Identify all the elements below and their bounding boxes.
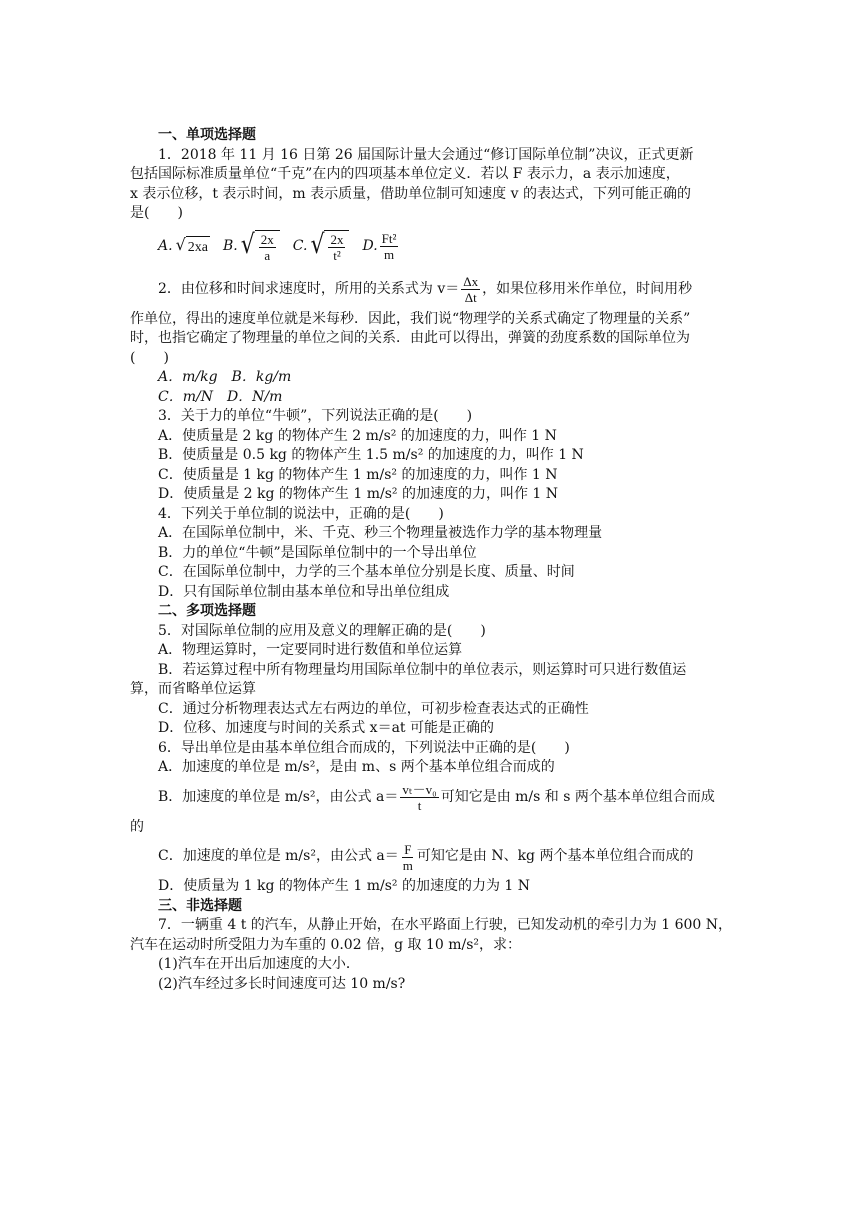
question-4-option-c: C．在国际单位制中，力学的三个基本单位分别是长度、质量、时间 xyxy=(158,564,575,580)
sqrt-expression: √ $\frac{2x}{\text{t²}}$ xyxy=(310,230,349,263)
question-2-options-ab: A．m/kg B．kg/m xyxy=(158,369,292,385)
option-c-numerator: 2x xyxy=(330,232,344,247)
question-1-options xyxy=(130,224,730,270)
option-b-numerator: 2x xyxy=(260,232,274,247)
question-6-option-c xyxy=(130,837,730,877)
fraction-expression xyxy=(401,842,415,873)
option-d-label: D. xyxy=(362,237,378,254)
option-b-denominator: a xyxy=(264,248,271,263)
question-6-option-b xyxy=(130,778,730,818)
question-7-line: 7．一辆重 4 t 的汽车，从静止开始，在水平路面上行驶，已知发动机的牵引力为 1 600 N， xyxy=(158,917,733,933)
question-1-line: 包括国际标准质量单位“千克”在内的四项基本单位定义．若以 F 表示力，a 表示加速度， xyxy=(130,166,680,182)
question-1 xyxy=(130,146,730,270)
question-3-option-b: B．使质量是 0.5 kg 的物体产生 1.5 m/s² 的加速度的力，叫作 1 N xyxy=(158,447,584,463)
question-5-option-b-continued: 算，而省略单位运算 xyxy=(130,681,256,697)
question-6-stem: 6．导出单位是由基本单位组合而成的，下列说法中正确的是( ) xyxy=(158,739,570,756)
question-4-option-d: D．只有国际单位制由基本单位和导出单位组成 xyxy=(158,583,450,600)
exercise-content xyxy=(130,126,733,994)
question-2-line: ( ) xyxy=(130,349,169,366)
question-2-line xyxy=(130,270,730,310)
question-4-stem: 4．下列关于单位制的说法中，正确的是( ) xyxy=(158,505,444,522)
option-d-denominator: m xyxy=(383,247,395,262)
fraction-numerator: vₜ－v₀ xyxy=(402,782,437,797)
option-d-numerator: Ft² xyxy=(381,231,397,246)
fraction-denominator: m xyxy=(402,857,413,873)
fraction-denominator: Δt xyxy=(464,290,477,305)
question-3-option-d: D．使质量是 2 kg 的物体产生 1 m/s² 的加速度的力，叫作 1 N xyxy=(158,486,559,502)
fraction-expression xyxy=(400,782,438,813)
option-c-label: C. xyxy=(292,237,308,254)
question-6-option-b-continued: 的 xyxy=(130,818,144,835)
option-c-text: C．加速度的单位是 m/s²，由公式 a＝ xyxy=(158,848,399,865)
fraction-numerator: Δx xyxy=(463,274,479,289)
question-5-stem: 5．对国际单位制的应用及意义的理解正确的是( ) xyxy=(158,622,486,639)
question-5-option-c: C．通过分析物理表达式左右两边的单位，可初步检查表达式的正确性 xyxy=(158,700,589,717)
question-3-option-a: A．使质量是 2 kg 的物体产生 2 m/s² 的加速度的力，叫作 1 N xyxy=(158,427,557,444)
option-c-text: 可知它是由 N、kg 两个基本单位组合而成的 xyxy=(416,848,694,865)
question-7-line: 汽车在运动时所受阻力为车重的 0.02 倍，g 取 10 m/s²，求： xyxy=(130,936,521,953)
question-5-option-d: D．位移、加速度与时间的关系式 x＝at 可能是正确的 xyxy=(158,720,494,736)
fraction-numerator: F xyxy=(404,841,412,857)
question-7-part-1: (1)汽车在开出后加速度的大小． xyxy=(158,956,360,972)
question-6-option-a: A．加速度的单位是 m/s²，是由 m、s 两个基本单位组合而成的 xyxy=(158,759,555,775)
sqrt-expression: √ $\frac{2x}{a}$ xyxy=(241,230,280,263)
question-5-option-a: A．物理运算时，一定要同时进行数值和单位运算 xyxy=(158,642,463,658)
section-heading-non-choice: 三、非选择题 xyxy=(158,897,242,914)
option-b-text: B．加速度的单位是 m/s²，由公式 a＝ xyxy=(158,788,399,805)
question-3-option-c: C．使质量是 1 kg 的物体产生 1 m/s² 的加速度的力，叫作 1 N xyxy=(158,466,558,483)
option-c-denominator: t² xyxy=(333,248,341,263)
option-b-label: B. xyxy=(222,237,238,254)
question-4-option-a: A．在国际单位制中，米、千克、秒三个物理量被选作力学的基本物理量 xyxy=(158,525,603,541)
question-6 xyxy=(130,739,730,897)
question-2-options-cd: C．m/N D．N/m xyxy=(158,388,283,405)
fraction-expression xyxy=(461,274,480,305)
question-6-option-d: D．使质量为 1 kg 的物体产生 1 m/s² 的加速度的力为 1 N xyxy=(158,878,531,894)
question-5 xyxy=(130,622,730,739)
section-heading-multiple-choice: 二、多项选择题 xyxy=(158,603,256,619)
question-3-stem: 3．关于力的单位“牛顿”，下列说法正确的是( ) xyxy=(158,408,473,424)
question-4-option-b: B．力的单位“牛顿”是国际单位制中的一个导出单位 xyxy=(158,544,477,561)
option-a-expression: 2xa xyxy=(186,236,210,258)
question-1-line: 是( ) xyxy=(130,205,183,221)
sqrt-expression: √ 2xa xyxy=(176,236,210,258)
fraction-denominator: t xyxy=(417,798,422,813)
question-2-line: 时，也指它确定了物理量的单位之间的关系．由此可以得出，弹簧的劲度系数的国际单位为 xyxy=(130,330,690,346)
option-b-text: 可知它是由 m/s 和 s 两个基本单位组合而成 xyxy=(440,788,715,805)
question-5-option-b: B．若运算过程中所有物理量均用国际单位制中的单位表示，则运算时可只进行数值运 xyxy=(158,661,687,678)
question-2-text: ，如果位移用米作单位，时间用秒 xyxy=(482,280,693,297)
question-2 xyxy=(130,270,730,408)
question-7-part-2: (2)汽车经过多长时间速度可达 10 m/s? xyxy=(158,975,406,992)
section-heading-single-choice: 一、单项选择题 xyxy=(158,127,256,143)
fraction-expression xyxy=(380,231,399,262)
question-2-line: 作单位，得出的速度单位就是米每秒．因此，我们说“物理学的关系式确定了物理量的关系” xyxy=(130,310,691,327)
question-7 xyxy=(130,916,733,994)
option-a-label: A. xyxy=(158,237,173,254)
question-2-text: 2．由位移和时间求速度时，所用的关系式为 v＝ xyxy=(158,280,460,297)
question-1-line: 1．2018 年 11 月 16 日第 26 届国际计量大会通过“修订国际单位制”决议，正式更新 xyxy=(158,146,694,163)
question-4 xyxy=(130,505,730,603)
question-3 xyxy=(130,407,730,505)
question-1-line: x 表示位移，t 表示时间，m 表示质量，借助单位制可知速度 v 的表达式，下列可能正确的 xyxy=(130,185,691,202)
